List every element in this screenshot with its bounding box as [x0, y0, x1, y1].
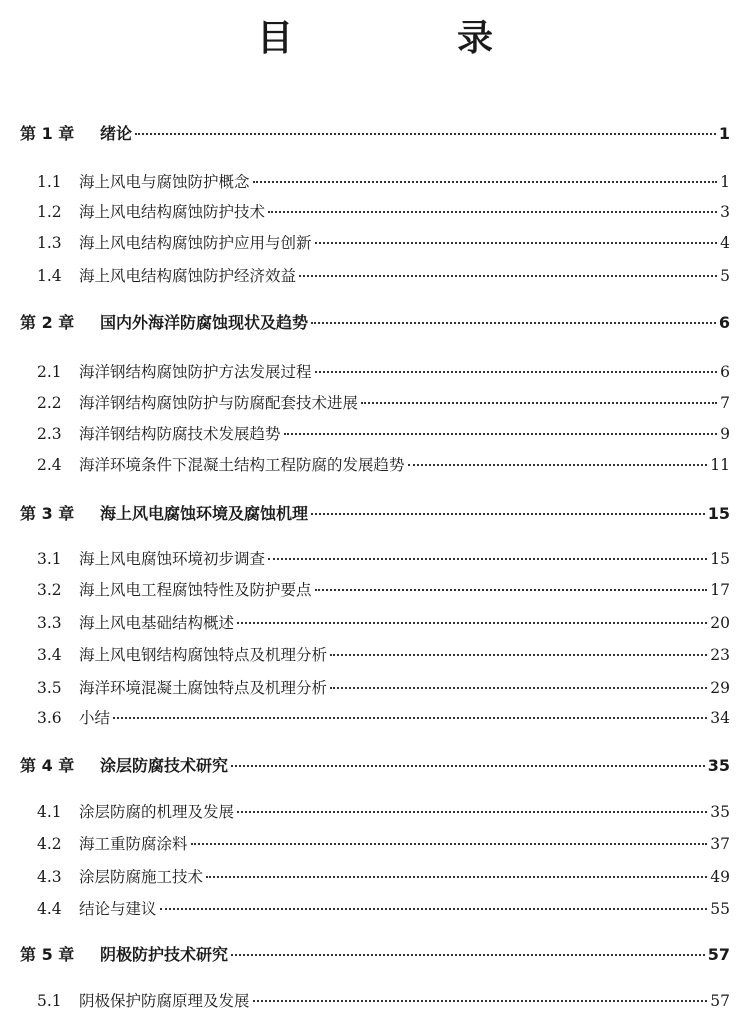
toc-entry-title: 海上风电钢结构腐蚀特点及机理分析: [79, 646, 328, 664]
toc-section-row: [37, 171, 730, 193]
toc-page-number: 57: [707, 945, 730, 964]
toc-entry-number: 3.1: [37, 550, 62, 568]
toc-section-row: [37, 232, 730, 254]
toc-entry-title: 国内外海洋防腐蚀现状及趋势: [100, 313, 309, 332]
toc-entry-title: 海洋钢结构腐蚀防护方法发展过程: [79, 363, 312, 381]
toc-entry-number: 第 3 章: [20, 504, 75, 523]
dot-leader: [253, 181, 718, 183]
dot-leader: [253, 1000, 708, 1002]
dot-leader: [231, 765, 705, 767]
toc-entry-number: 1.1: [37, 173, 62, 191]
dot-leader: [206, 876, 707, 878]
dot-leader: [268, 211, 717, 213]
toc-entry-number: 2.4: [37, 456, 62, 474]
toc-section-row: [37, 990, 730, 1012]
dot-leader: [299, 275, 717, 277]
toc-entry-number: 3.6: [37, 709, 62, 727]
dot-leader: [330, 687, 707, 689]
toc-page-number: 6: [718, 313, 730, 332]
toc-section-row: [37, 201, 730, 223]
toc-entry-title: 海上风电结构腐蚀防护应用与创新: [79, 234, 312, 252]
toc-page-number: 1: [718, 124, 730, 143]
toc-page-number: 55: [710, 900, 730, 918]
toc-page-number: 4: [720, 234, 730, 252]
toc-entry-number: 第 1 章: [20, 124, 75, 143]
toc-entry-number: 4.4: [37, 900, 62, 918]
toc-section-row: [37, 833, 730, 855]
toc-section-row: [37, 644, 730, 666]
toc-entry-number: 2.3: [37, 425, 62, 443]
toc-entry-title: 海上风电结构腐蚀防护技术: [79, 203, 266, 221]
dot-leader: [408, 464, 708, 466]
dot-leader: [361, 402, 717, 404]
dot-leader: [191, 843, 708, 845]
toc-entry-number: 5.1: [37, 992, 62, 1010]
toc-chapter-row: [20, 312, 730, 334]
toc-entry-number: 3.3: [37, 614, 62, 632]
toc-entry-title: 涂层防腐的机理及发展: [79, 803, 235, 821]
toc-section-row: [37, 579, 730, 601]
toc-entry-number: 3.2: [37, 581, 62, 599]
toc-entry-title: 海洋环境条件下混凝土结构工程防腐的发展趋势: [79, 456, 405, 474]
toc-section-row: [37, 361, 730, 383]
toc-entry-number: 4.2: [37, 835, 62, 853]
dot-leader: [268, 558, 707, 560]
toc-page-number: 35: [707, 756, 730, 775]
toc-section-row: [37, 392, 730, 414]
toc-entry-title: 海洋钢结构腐蚀防护与防腐配套技术进展: [79, 394, 359, 412]
dot-leader: [311, 322, 716, 324]
toc-page-number: 5: [720, 267, 730, 285]
dot-leader: [284, 433, 718, 435]
dot-leader: [315, 371, 718, 373]
dot-leader: [237, 622, 707, 624]
toc-entry-title: 海洋环境混凝土腐蚀特点及机理分析: [79, 679, 328, 697]
dot-leader: [330, 654, 707, 656]
toc-entry-number: 4.1: [37, 803, 62, 821]
toc-entry-title: 阴极保护防腐原理及发展: [79, 992, 250, 1010]
toc-page-number: 49: [710, 868, 730, 886]
toc-entry-title: 海上风电腐蚀环境初步调查: [79, 550, 266, 568]
toc-page-number: 3: [720, 203, 730, 221]
toc-chapter-row: [20, 755, 730, 777]
toc-entry-number: 第 2 章: [20, 313, 75, 332]
toc-section-row: [37, 612, 730, 634]
dot-leader: [135, 133, 716, 135]
toc-entry-title: 海洋钢结构防腐技术发展趋势: [79, 425, 281, 443]
toc-page-number: 57: [710, 992, 730, 1010]
toc-section-row: [37, 454, 730, 476]
toc-section-row: [37, 898, 730, 920]
toc-entry-title: 海工重防腐涂料: [79, 835, 188, 853]
toc-entry-number: 1.2: [37, 203, 62, 221]
toc-entry-number: 第 5 章: [20, 945, 75, 964]
toc-entry-number: 1.4: [37, 267, 62, 285]
toc-entry-number: 2.1: [37, 363, 62, 381]
toc-section-row: [37, 548, 730, 570]
toc-entry-title: 涂层防腐施工技术: [79, 868, 204, 886]
toc-page-number: 11: [710, 456, 730, 474]
toc-entry-number: 3.4: [37, 646, 62, 664]
dot-leader: [315, 242, 718, 244]
toc-page-number: 37: [710, 835, 730, 853]
toc-section-row: [37, 866, 730, 888]
toc-page-number: 34: [710, 709, 730, 727]
page-title: 目 录: [256, 17, 557, 59]
dot-leader: [237, 811, 707, 813]
toc-page-number: 7: [720, 394, 730, 412]
dot-leader: [160, 908, 708, 910]
toc-page-number: 15: [707, 504, 730, 523]
dot-leader: [311, 513, 705, 515]
toc-section-row: [37, 677, 730, 699]
toc-entry-title: 海上风电基础结构概述: [79, 614, 235, 632]
toc-page-number: 20: [710, 614, 730, 632]
toc-entry-title: 小结: [79, 709, 111, 727]
toc-chapter-row: [20, 123, 730, 145]
toc-page-number: 29: [710, 679, 730, 697]
toc-chapter-row: [20, 944, 730, 966]
toc-page-number: 6: [720, 363, 730, 381]
toc-section-row: [37, 801, 730, 823]
toc-entry-title: 海上风电腐蚀环境及腐蚀机理: [100, 504, 309, 523]
toc-section-row: [37, 265, 730, 287]
toc-entry-title: 海上风电与腐蚀防护概念: [79, 173, 250, 191]
dot-leader: [113, 717, 707, 719]
toc-page-number: 15: [710, 550, 730, 568]
dot-leader: [231, 954, 705, 956]
toc-page-number: 23: [710, 646, 730, 664]
toc-page-number: 9: [720, 425, 730, 443]
toc-section-row: [37, 707, 730, 729]
toc-entry-title: 海上风电结构腐蚀防护经济效益: [79, 267, 297, 285]
toc-entry-title: 阴极防护技术研究: [100, 945, 229, 964]
toc-page-number: 1: [720, 173, 730, 191]
toc-entry-number: 第 4 章: [20, 756, 75, 775]
toc-page-number: 35: [710, 803, 730, 821]
toc-page-number: 17: [710, 581, 730, 599]
toc-entry-number: 1.3: [37, 234, 62, 252]
toc-entry-title: 海上风电工程腐蚀特性及防护要点: [79, 581, 312, 599]
toc-entry-number: 4.3: [37, 868, 62, 886]
toc-entry-title: 绪论: [100, 124, 133, 143]
dot-leader: [315, 589, 708, 591]
toc-section-row: [37, 423, 730, 445]
toc-entry-number: 3.5: [37, 679, 62, 697]
toc-entry-title: 结论与建议: [79, 900, 157, 918]
toc-chapter-row: [20, 503, 730, 525]
toc-entry-title: 涂层防腐技术研究: [100, 756, 229, 775]
toc-entry-number: 2.2: [37, 394, 62, 412]
